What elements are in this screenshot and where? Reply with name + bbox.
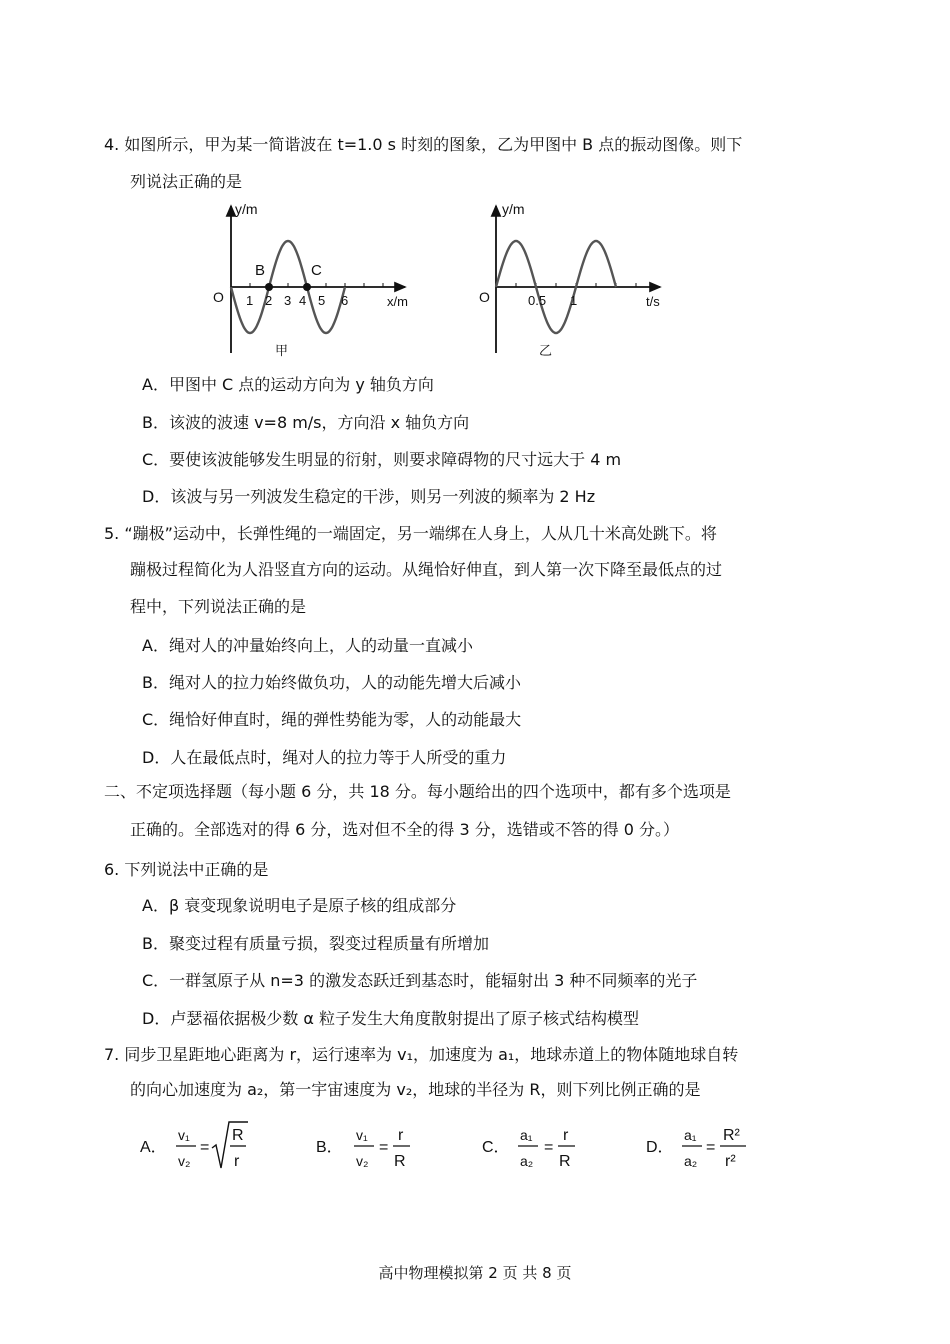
- jia-caption: 甲: [275, 343, 289, 358]
- q7-b-rden: R: [394, 1153, 406, 1170]
- q7-a-rden: r: [234, 1153, 240, 1170]
- q5-stem-line3: 程中，下列说法正确的是: [130, 597, 307, 616]
- q6-option-a: A．β 衰变现象说明电子是原子核的组成部分: [142, 896, 457, 915]
- jia-tick-1: 1: [246, 293, 254, 308]
- q7-c-label: C．: [482, 1139, 510, 1156]
- q7-a-num: v₁: [178, 1127, 190, 1143]
- q7-b-eq: =: [379, 1139, 389, 1156]
- q7-d-rnum: R²: [723, 1127, 740, 1144]
- q7-option-b: [316, 1118, 426, 1174]
- q7-a-den: v₂: [178, 1153, 191, 1169]
- jia-tick-4: 4: [299, 293, 307, 308]
- jia-point-b-label: B: [255, 262, 266, 279]
- q4-stem-line2: 列说法正确的是: [130, 172, 243, 191]
- q7-d-den: a₂: [684, 1153, 698, 1169]
- section2-heading-line1: 二、不定项选择题（每小题 6 分，共 18 分。每小题给出的四个选项中，都有多个选项是: [104, 782, 731, 801]
- q7-b-den: v₂: [356, 1153, 369, 1169]
- jia-x-label: x/m: [387, 294, 408, 309]
- q5-option-a: A．绳对人的冲量始终向上，人的动量一直减小: [142, 636, 473, 655]
- q7-option-a: [140, 1118, 270, 1174]
- q7-d-label: D．: [646, 1139, 674, 1156]
- q7-c-rden: R: [559, 1153, 571, 1170]
- q5-stem-line2: 蹦极过程简化为人沿竖直方向的运动。从绳恰好伸直，到人第一次下降至最低点的过: [130, 560, 723, 579]
- q4-option-d: D．该波与另一列波发生稳定的干涉，则另一列波的频率为 2 Hz: [142, 487, 596, 506]
- q7-c-num: a₁: [520, 1127, 533, 1143]
- q7-c-eq: =: [544, 1139, 554, 1156]
- q7-a-label: A．: [140, 1139, 167, 1156]
- q7-b-rnum: r: [398, 1127, 404, 1144]
- yi-caption: 乙: [539, 343, 553, 358]
- q4-option-b: B．该波的波速 v=8 m/s，方向沿 x 轴负方向: [142, 413, 470, 432]
- q7-a-eq: =: [200, 1139, 210, 1156]
- jia-tick-2: 2: [265, 293, 273, 308]
- jia-tick-5: 5: [318, 293, 326, 308]
- q7-stem-line1: 7. 同步卫星距地心距离为 r，运行速率为 v₁，加速度为 a₁，地球赤道上的物体随地球自转: [104, 1045, 739, 1064]
- q6-option-c: C．一群氢原子从 n=3 的激发态跃迁到基态时，能辐射出 3 种不同频率的光子: [142, 971, 698, 990]
- yi-x-label: t/s: [646, 294, 660, 309]
- jia-origin-label: O: [213, 289, 224, 305]
- q6-stem: 6. 下列说法中正确的是: [104, 860, 269, 879]
- q5-stem-line1: 5. “蹦极”运动中，长弹性绳的一端固定，另一端绑在人身上，人从几十米高处跳下。将: [104, 524, 717, 543]
- q7-option-c: [482, 1118, 592, 1174]
- q6-option-d: D．卢瑟福依据极少数 α 粒子发生大角度散射提出了原子核式结构模型: [142, 1009, 640, 1028]
- figure-yi-vibration-graph: [470, 198, 680, 363]
- q7-b-label: B．: [316, 1139, 343, 1156]
- point-b-dot: [265, 283, 273, 291]
- q7-c-den: a₂: [520, 1153, 534, 1169]
- q4-option-c: C．要使该波能够发生明显的衍射，则要求障碍物的尺寸远大于 4 m: [142, 450, 622, 469]
- q7-d-eq: =: [706, 1139, 716, 1156]
- q4-option-a: A．甲图中 C 点的运动方向为 y 轴负方向: [142, 375, 434, 394]
- jia-tick-6: 6: [341, 293, 349, 308]
- q7-stem-line2: 的向心加速度为 a₂，第一宇宙速度为 v₂，地球的半径为 R，则下列比例正确的是: [130, 1080, 701, 1099]
- q7-d-rden: r²: [725, 1153, 736, 1170]
- jia-y-label: y/m: [235, 201, 258, 217]
- q7-a-rnum: R: [232, 1127, 244, 1144]
- q5-option-d: D．人在最低点时，绳对人的拉力等于人所受的重力: [142, 748, 507, 767]
- point-c-dot: [303, 283, 311, 291]
- section2-heading-line2: 正确的。全部选对的得 6 分，选对但不全的得 3 分，选错或不答的得 0 分。）: [130, 820, 680, 839]
- q7-option-d: [646, 1118, 766, 1174]
- figure-jia-wave-graph: [205, 198, 435, 363]
- q7-b-num: v₁: [356, 1127, 368, 1143]
- q5-option-c: C．绳恰好伸直时，绳的弹性势能为零，人的动能最大: [142, 710, 522, 729]
- q7-d-num: a₁: [684, 1127, 697, 1143]
- jia-tick-3: 3: [284, 293, 292, 308]
- q6-option-b: B．聚变过程有质量亏损，裂变过程质量有所增加: [142, 934, 489, 953]
- q5-option-b: B．绳对人的拉力始终做负功，人的动能先增大后减小: [142, 673, 521, 692]
- page-footer: 高中物理模拟第 2 页 共 8 页: [378, 1264, 572, 1282]
- yi-tick-1: 1: [570, 293, 578, 308]
- q7-c-rnum: r: [563, 1127, 569, 1144]
- yi-origin-label: O: [479, 289, 490, 305]
- yi-y-label: y/m: [502, 201, 525, 217]
- yi-tick-0-5: 0.5: [528, 293, 547, 308]
- q4-stem-line1: 4. 如图所示，甲为某一简谐波在 t=1.0 s 时刻的图象，乙为甲图中 B 点的振动图像。则下: [104, 135, 743, 154]
- jia-point-c-label: C: [311, 262, 322, 279]
